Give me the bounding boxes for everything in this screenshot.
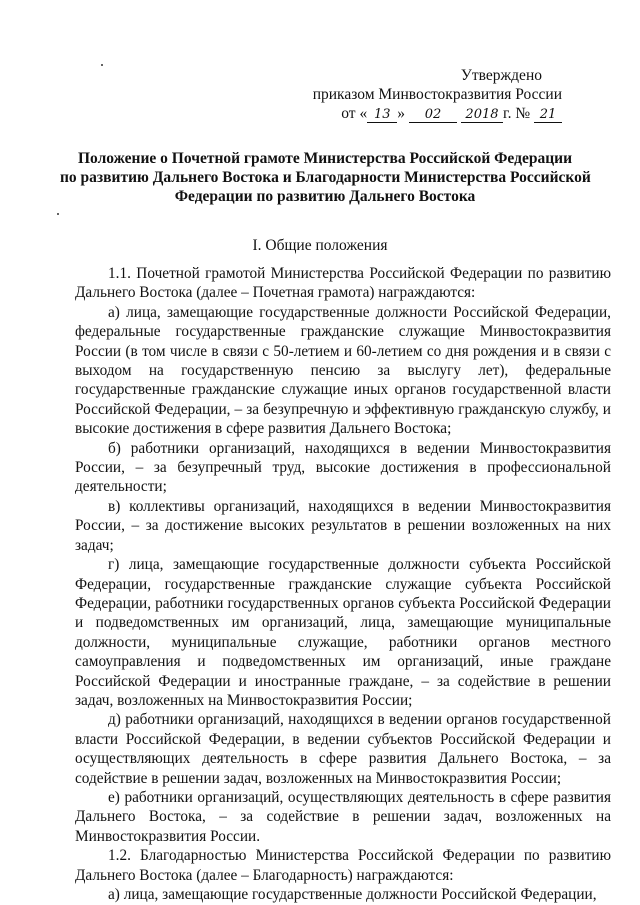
paragraph: 1.1. Почетной грамотой Министерства Российской Федерации по развитию Дальнего Востока (далее – Почетная грамота) награждаются: [75, 265, 611, 302]
date-day-close: » [397, 105, 405, 122]
approval-order-line: приказом Минвостокразвития России [312, 86, 562, 103]
approval-stamp-block [302, 66, 562, 123]
paragraph: е) работники организаций, осуществляющих деятельность в сфере развития Дальнего Востока, – за содействие в решении задач, возложенных на Минвостокразвития России. [75, 788, 611, 845]
handwritten-year: 2018 [461, 108, 503, 123]
handwritten-order-number: 21 [534, 108, 562, 123]
approval-title: Утверждено [460, 67, 542, 84]
paragraph: в) коллективы организаций, находящихся в ведении Минвостокразвития России, – за достижение высоких результатов в решении возложенных на них задач; [75, 497, 611, 554]
title-line: по развитию Дальнего Востока и Благодарности Министерства Российской [60, 169, 591, 186]
date-prefix: от « [341, 105, 368, 122]
paragraph: 1.2. Благодарностью Министерства Российской Федерации по развитию Дальнего Востока (далее – Благодарность) награждаются: [75, 847, 611, 884]
document-body [75, 264, 611, 904]
scan-speck [57, 213, 59, 215]
paragraph: а) лица, замещающие государственные должности Российской Федерации, федеральные государственные гражданские служащие Минвостокразвития России (в том числе в связи с 50-летием и 60-летием со дня рождения и в связи с выходом на государственную пенсию за выслугу лет), федеральные государственные гражданские служащие иных органов государственной власти Российской Федерации, – за безупречную и эффективную гражданскую службу, и высокие достижения в сфере развития Дальнего Востока; [75, 303, 611, 438]
document-title [60, 149, 590, 206]
handwritten-month: 02 [409, 108, 457, 123]
handwritten-day: 13 [367, 108, 397, 123]
title-line: Положение о Почетной грамоте Министерства Российской Федерации [77, 150, 572, 167]
paragraph: б) работники организаций, находящихся в ведении Минвостокразвития России, – за безупречный труд, высокие достижения в профессиональной деятельности; [75, 439, 611, 496]
paragraph: д) работники организаций, находящихся в ведении органов государственной власти Российской Федерации, в ведении субъектов Российской Федерации и осуществляющих деятельность в сфере развития Дальнего Востока, – за содействие в решении задач, возложенных на Минвостокразвития России; [75, 711, 611, 787]
year-suffix: г. № [502, 105, 531, 122]
paragraph: а) лица, замещающие государственные должности Российской Федерации, [108, 886, 597, 903]
paragraph: г) лица, замещающие государственные должности субъекта Российской Федерации, государственные гражданские служащие субъекта Российской Федерации, работники государственных органов субъекта Российской Федерации и подведомственных им организаций, лица, замещающие муниципальные должности, муниципальные служащие, работники органов местного самоуправления и подведомственных им организаций, иные граждане Российской Федерации и иностранные граждане, – за содействие в решении задач, возложенных на Минвостокразвития России; [75, 556, 611, 709]
scan-speck [101, 64, 103, 66]
title-line: Федерации по развитию Дальнего Востока [174, 188, 476, 205]
section-heading: I. Общие положения [252, 237, 388, 254]
approval-date-line [302, 104, 562, 123]
